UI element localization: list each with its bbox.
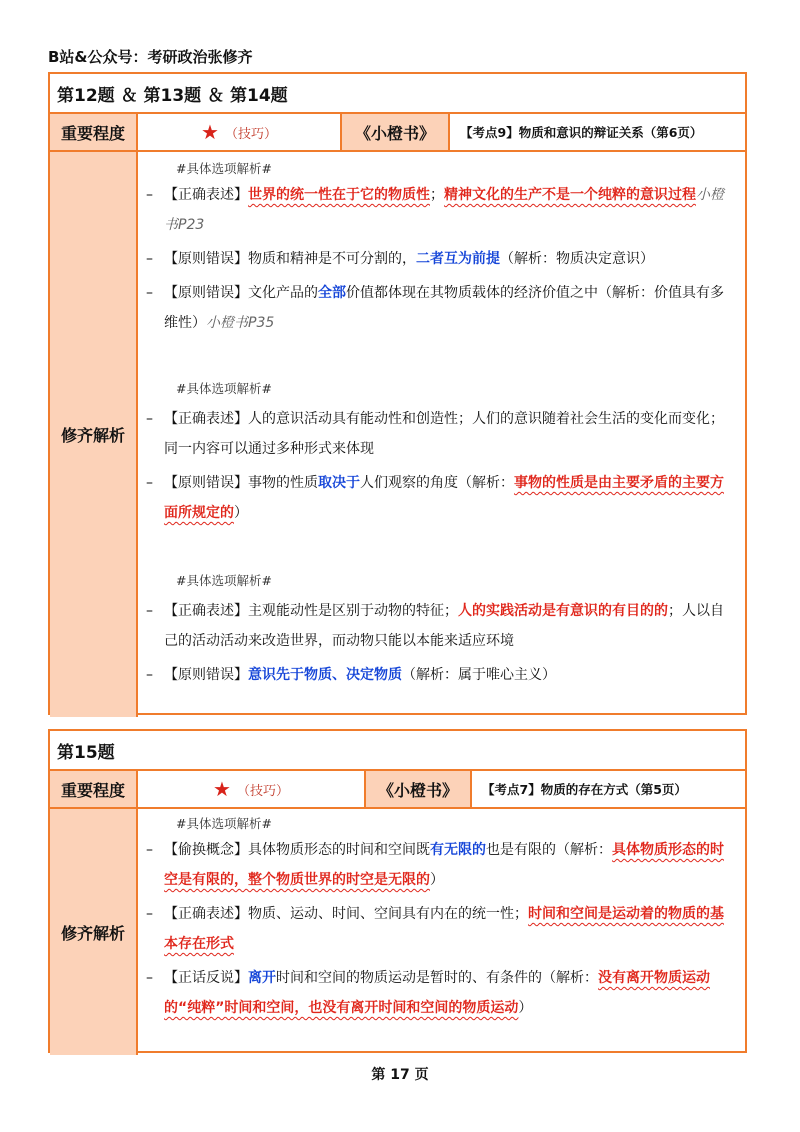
item-tag: 【正确表述】 xyxy=(164,906,248,922)
key-text: 事物的性质是由主要矛盾的主要方面所规定的 xyxy=(164,475,724,521)
importance-rating xyxy=(138,114,342,150)
star-icon: ★ xyxy=(201,120,219,144)
key-text: 人的实践活动是有意识的有目的的 xyxy=(458,603,668,619)
exam-point: 【考点7】物质的存在方式（第5页） xyxy=(482,782,687,797)
item-tag: 【偷换概念】 xyxy=(164,842,248,858)
book-label: 《小橙书》 xyxy=(342,114,450,150)
item-tag: 【正话反说】 xyxy=(164,970,248,986)
analysis-row xyxy=(50,152,745,717)
item-text: 事物的性质 xyxy=(248,475,318,491)
item-text: ） xyxy=(430,872,444,888)
analysis-row xyxy=(50,809,745,1055)
list-item xyxy=(146,244,737,274)
item-tag: 【正确表述】 xyxy=(164,187,248,203)
item-text: ；人以自己的活动活动来改造世界，而动物只能以本能来适应环境 xyxy=(164,603,724,649)
book-label: 《小橙书》 xyxy=(366,771,472,807)
question-card-12-14 xyxy=(48,72,747,715)
importance-rating xyxy=(138,771,366,807)
book-reference: 小橙书P35 xyxy=(206,315,275,331)
item-text: 价值都体现在其物质载体的经济价值之中（解析：价值具有多维性） xyxy=(164,285,724,331)
list-item xyxy=(146,660,737,690)
keyword: 意识先于物质、决定物质 xyxy=(248,667,402,683)
item-text: 人的意识活动具有能动性和创造性；人们的意识随着社会生活的变化而变化；同一内容可以通过多种形式来体现 xyxy=(164,411,724,457)
item-tag: 【正确表述】 xyxy=(164,411,248,427)
separator: ； xyxy=(430,187,444,203)
item-tag: 【原则错误】 xyxy=(164,475,248,491)
analysis-content xyxy=(138,809,745,1055)
group-head: #具体选项解析# xyxy=(176,816,272,831)
list-item xyxy=(146,835,737,895)
header-source: B站&公众号：考研政治张修齐 xyxy=(48,48,253,66)
analysis-label: 修齐解析 xyxy=(50,152,138,717)
meta-row xyxy=(50,114,745,152)
list-item xyxy=(146,596,737,656)
group-head: #具体选项解析# xyxy=(176,161,272,176)
importance-label: 重要程度 xyxy=(50,771,138,807)
card-title: 第15题 xyxy=(50,731,745,771)
keyword: 离开 xyxy=(248,970,276,986)
rating-note: （技巧） xyxy=(236,783,289,799)
keyword: 全部 xyxy=(318,285,346,301)
group-head: #具体选项解析# xyxy=(176,381,272,396)
list-item xyxy=(146,963,737,1023)
analysis-label: 修齐解析 xyxy=(50,809,138,1055)
key-text: 具体物质形态的时空是有限的，整个物质世界的时空是无限的 xyxy=(164,842,724,888)
item-tag: 【正确表述】 xyxy=(164,603,248,619)
item-text: （解析：属于唯心主义） xyxy=(402,667,556,683)
item-text: ） xyxy=(234,505,248,521)
item-tag: 【原则错误】 xyxy=(164,285,248,301)
page-number: 第 17 页 xyxy=(371,1067,429,1083)
list-item xyxy=(146,899,737,959)
group-head: #具体选项解析# xyxy=(176,573,272,588)
item-text: 人们观察的角度（解析： xyxy=(360,475,514,491)
item-text: （解析：物质决定意识） xyxy=(500,251,654,267)
meta-row xyxy=(50,771,745,809)
key-text: 没有离开物质运动的“纯粹”时间和空间，也没有离开时间和空间的物质运动 xyxy=(164,970,710,1016)
book-reference: 小橙书P23 xyxy=(164,187,724,233)
item-tag: 【原则错误】 xyxy=(164,251,248,267)
list-item xyxy=(146,404,737,464)
rating-note: （技巧） xyxy=(224,126,277,142)
item-tag: 【原则错误】 xyxy=(164,667,248,683)
list-item xyxy=(146,278,737,338)
item-text: 物质和精神是不可分割的， xyxy=(248,251,416,267)
keyword: 有无限的 xyxy=(430,842,486,858)
key-text: 精神文化的生产不是一个纯粹的意识过程 xyxy=(444,187,696,203)
item-text: 具体物质形态的时间和空间既 xyxy=(248,842,430,858)
item-text: 文化产品的 xyxy=(248,285,318,301)
list-item xyxy=(146,180,737,240)
key-text: 时间和空间是运动着的物质的基本存在形式 xyxy=(164,906,724,952)
item-text: 物质、运动、时间、空间具有内在的统一性； xyxy=(248,906,528,922)
star-icon: ★ xyxy=(213,777,231,801)
item-text: 主观能动性是区别于动物的特征； xyxy=(248,603,458,619)
keyword: 取决于 xyxy=(318,475,360,491)
keyword: 二者互为前提 xyxy=(416,251,500,267)
list-item xyxy=(146,468,737,528)
importance-label: 重要程度 xyxy=(50,114,138,150)
key-text: 世界的统一性在于它的物质性 xyxy=(248,187,430,203)
exam-point: 【考点9】物质和意识的辩证关系（第6页） xyxy=(460,125,703,140)
item-text: 也是有限的（解析： xyxy=(486,842,612,858)
card-title: 第12题 ＆ 第13题 ＆ 第14题 xyxy=(50,74,745,114)
question-card-15 xyxy=(48,729,747,1053)
item-text: ） xyxy=(518,1000,533,1016)
analysis-content xyxy=(138,152,745,717)
item-text: 时间和空间的物质运动是暂时的、有条件的（解析： xyxy=(276,970,598,986)
